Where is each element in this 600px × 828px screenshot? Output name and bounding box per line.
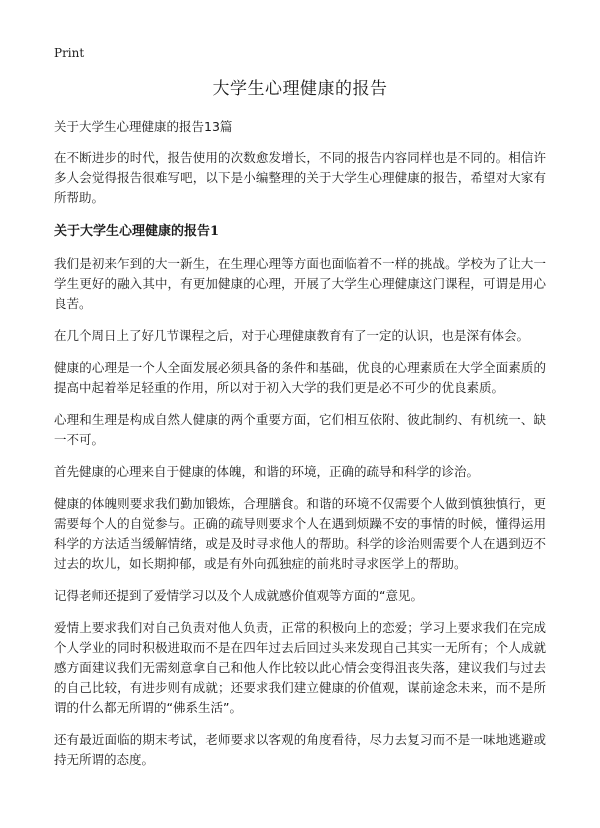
document-subtitle: 关于大学生心理健康的报告13篇 — [54, 119, 233, 134]
body-paragraph: 健康的心理是一个人全面发展必须具备的条件和基础，优良的心理素质在大学全面素质的提高中起着举足轻重的作用，所以对于初入大学的我们更是必不可少的优良素质。 — [54, 360, 546, 395]
body-paragraph: 爱情上要求我们对自己负责对他人负责，正常的积极向上的恋爱；学习上要求我们在完成个人学业的同时积极进取而不是在四年过去后回过头来发现自己其实一无所有；个人成就感方面建议我们无需刻意拿自己和他人作比较以此心情会变得沮丧失落，建议我们与过去的自己比较，有进步则有成就；还要求我们建立健康的价值观，谋前途念未来，而不是所谓的什么都无所谓的“佛系生活”。 — [54, 620, 546, 715]
page-title: 大学生心理健康的报告 — [212, 79, 388, 99]
body-paragraph: 在几个周日上了好几节课程之后，对于心理健康教育有了一定的认识，也是深有体会。 — [54, 328, 530, 343]
body-paragraph: 健康的体魄则要求我们勤加锻炼，合理膳食。和谐的环境不仅需要个人做到慎独慎行，更需要每个人的自觉参与。正确的疏导则要求个人在遇到烦躁不安的事情的时候，懂得运用科学的方法适当缓解情绪，或是及时寻求他人的帮助。科学的诊治则需要个人在遇到迈不过去的坎儿，如长期抑郁，或是有外向孤独症的前兆时寻求医学上的帮助。 — [54, 496, 546, 571]
body-paragraph: 还有最近面临的期末考试，老师要求以客观的角度看待，尽力去复习而不是一味地逃避或持无所谓的态度。 — [54, 732, 546, 767]
section-heading: 关于大学生心理健康的报告1 — [54, 224, 220, 239]
body-paragraph: 我们是初来乍到的大一新生，在生理心理等方面也面临着不一样的挑战。学校为了让大一学生更好的融入其中，有更加健康的心理，开展了大学生心理健康这门课程，可谓是用心良苦。 — [54, 256, 546, 311]
intro-paragraph: 在不断进步的时代，报告使用的次数愈发增长，不同的报告内容同样也是不同的。相信许多人会觉得报告很难写吧，以下是小编整理的关于大学生心理健康的报告，希望对大家有所帮助。 — [54, 150, 546, 205]
body-paragraph: 记得老师还提到了爱情学习以及个人成就感价值观等方面的“意见。 — [54, 588, 423, 603]
body-paragraph: 心理和生理是构成自然人健康的两个重要方面，它们相互依附、彼此制约、有机统一、缺一不可。 — [54, 412, 546, 447]
print-link[interactable]: Print — [54, 46, 85, 60]
body-paragraph: 首先健康的心理来自于健康的体魄，和谐的环境，正确的疏导和科学的诊治。 — [54, 464, 480, 479]
